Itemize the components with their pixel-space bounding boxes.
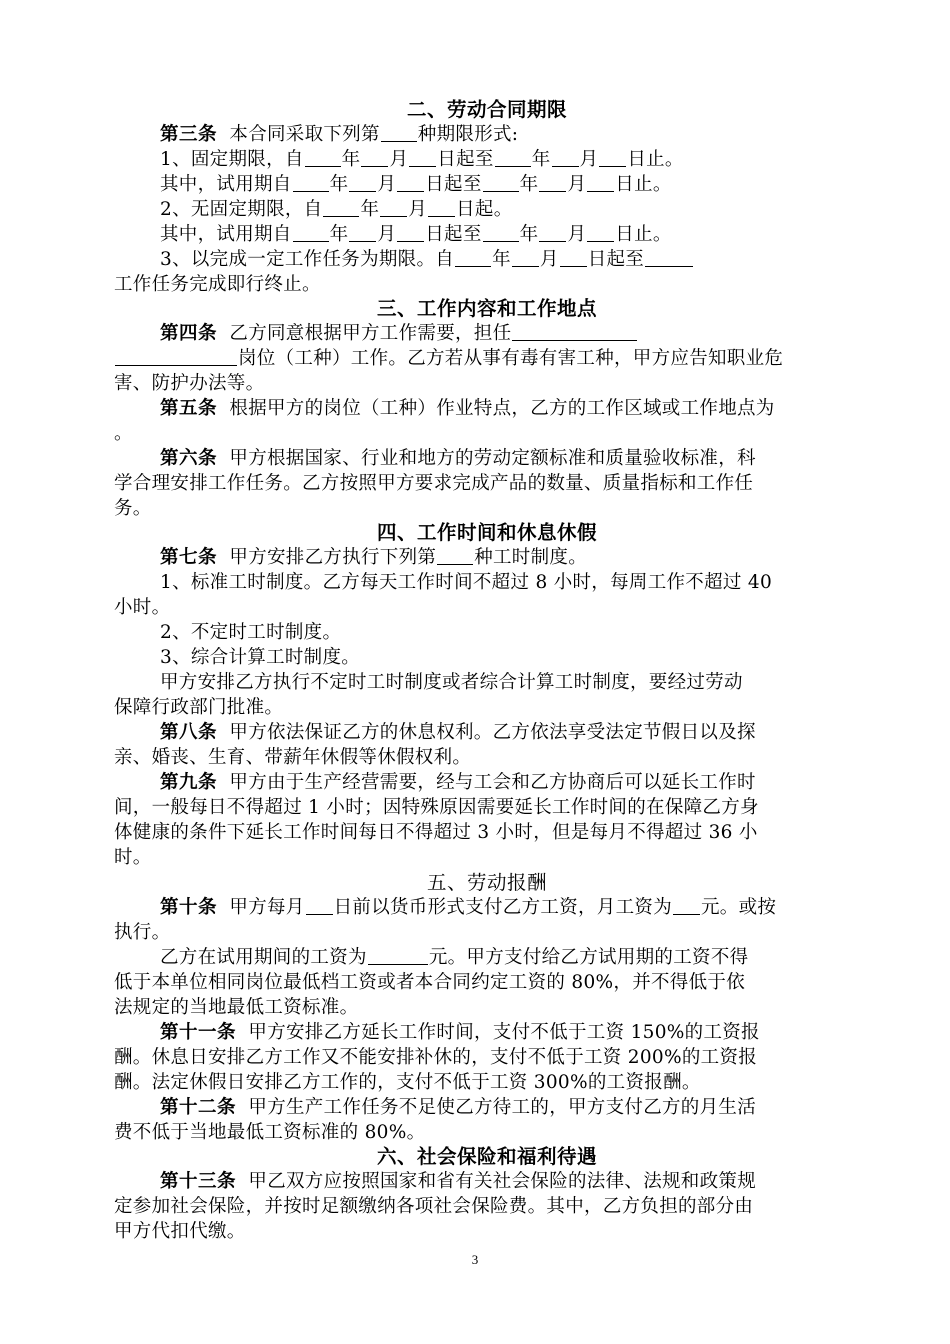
text: 月 [567, 224, 587, 245]
article-4-line-2 [114, 348, 783, 370]
blank-field[interactable] [645, 250, 693, 267]
article-label: 第五条 [160, 398, 218, 419]
article-label: 第十条 [160, 897, 218, 918]
article-9-line-2: 间，一般每日不得超过 1 小时；因特殊原因需要延长工作时间的在保障乙方身 [114, 797, 759, 818]
blank-field[interactable] [437, 548, 473, 565]
blank-field[interactable] [305, 150, 341, 167]
blank-field[interactable] [323, 200, 359, 217]
text: 年 [329, 224, 349, 245]
article-label: 第六条 [160, 448, 218, 469]
text: 甲乙双方应按照国家和省有关社会保险的法律、法规和政策规 [248, 1171, 756, 1192]
article-11-line-3: 酬。法定休假日安排乙方工作的，支付不低于工资 300%的工资报酬。 [114, 1072, 701, 1093]
text: 年 [360, 199, 380, 220]
blank-field[interactable] [539, 225, 566, 242]
text: 日起至 [437, 149, 494, 170]
article-label: 第十二条 [160, 1097, 237, 1118]
text: 1、固定期限，自 [160, 149, 304, 170]
text: 种工时制度。 [474, 547, 588, 568]
blank-field[interactable] [293, 175, 329, 192]
text: 月 [579, 149, 599, 170]
trial-1-line [160, 174, 672, 196]
blank-field[interactable] [349, 175, 376, 192]
article-label: 第九条 [160, 772, 218, 793]
text: 元。或按 [701, 897, 777, 918]
option-3-line-2: 工作任务完成即行终止。 [114, 274, 321, 295]
text: 甲方安排乙方延长工作时间，支付不低于工资 150%的工资报 [248, 1022, 760, 1043]
article-9-line-3: 体健康的条件下延长工作时间每日不得超过 3 小时，但是每月不得超过 36 小 [114, 822, 758, 843]
section-heading-term: 二、劳动合同期限 [406, 98, 567, 121]
blank-field[interactable] [380, 200, 407, 217]
blank-field[interactable] [115, 349, 237, 366]
blank-field[interactable] [560, 250, 587, 267]
text: 年 [519, 174, 539, 195]
text: 甲方依法保证乙方的休息权利。乙方依法享受法定节假日以及探 [229, 722, 756, 743]
blank-field[interactable] [397, 175, 424, 192]
option-3-line [160, 249, 694, 271]
text: 日止。 [627, 149, 684, 170]
article-label: 第八条 [160, 722, 218, 743]
text: 年 [492, 249, 511, 270]
text: 月 [377, 224, 397, 245]
text: 日止。 [615, 174, 672, 195]
text: 月 [389, 149, 409, 170]
text: 甲方每月 [229, 897, 305, 918]
article-13-line-1 [160, 1171, 756, 1193]
blank-field[interactable] [306, 898, 333, 915]
text: 年 [519, 224, 539, 245]
text: 月 [408, 199, 428, 220]
article-3-line [160, 124, 518, 146]
blank-field[interactable] [512, 250, 539, 267]
note-line-2: 保障行政部门批准。 [114, 697, 284, 718]
text: 2、无固定期限，自 [160, 199, 323, 220]
text: 元。甲方支付给乙方试用期的工资不得 [428, 947, 749, 968]
blank-field[interactable] [397, 225, 424, 242]
item-1-line-2: 小时。 [114, 597, 171, 618]
section-heading-work-content: 三、工作内容和工作地点 [376, 297, 597, 320]
text: 月 [567, 174, 587, 195]
article-4-line-1 [160, 323, 638, 345]
item-2-line: 2、不定时工时制度。 [160, 622, 342, 643]
blank-field[interactable] [539, 175, 566, 192]
section-heading-social-insurance: 六、社会保险和福利待遇 [376, 1145, 597, 1168]
blank-field[interactable] [368, 948, 428, 965]
text: 月 [539, 249, 559, 270]
blank-field[interactable] [409, 150, 436, 167]
option-2-line [160, 199, 513, 221]
article-11-line-1 [160, 1022, 760, 1044]
article-10-line-1 [160, 897, 776, 919]
blank-field[interactable] [587, 175, 614, 192]
text: 其中，试用期自 [160, 174, 292, 195]
article-10-line-2: 执行。 [114, 922, 171, 943]
text: 日止。 [615, 224, 672, 245]
section-heading-remuneration: 五、劳动报酬 [426, 871, 547, 894]
text: 乙方同意根据甲方工作需要，担任 [229, 323, 512, 344]
text: 日起至 [425, 224, 482, 245]
text: 其中，试用期自 [160, 224, 292, 245]
text: 岗位（工种）工作。乙方若从事有毒有害工种，甲方应告知职业危 [238, 348, 784, 369]
blank-field[interactable] [455, 250, 491, 267]
page-number: 3 [471, 1252, 479, 1267]
text: 根据甲方的岗位（工种）作业特点，乙方的工作区域或工作地点为 [229, 398, 775, 419]
article-7-line [160, 547, 587, 569]
article-label: 第三条 [160, 124, 218, 145]
article-label: 第四条 [160, 323, 218, 344]
text: 甲方根据国家、行业和地方的劳动定额标准和质量验收标准，科 [229, 448, 756, 469]
article-13-line-2: 定参加社会保险，并按时足额缴纳各项社会保险费。其中，乙方负担的部分由 [114, 1196, 754, 1217]
blank-field[interactable] [293, 225, 329, 242]
text: 年 [341, 149, 361, 170]
blank-field[interactable] [361, 150, 388, 167]
text: 日起至 [587, 249, 645, 270]
blank-field[interactable] [483, 225, 519, 242]
text: 甲方由于生产经营需要，经与工会和乙方协商后可以延长工作时 [229, 772, 756, 793]
article-9-line-1 [160, 772, 756, 794]
item-3-line: 3、综合计算工时制度。 [160, 647, 361, 668]
article-4-line-3: 害、防护办法等。 [114, 373, 265, 394]
text: 甲方安排乙方执行下列第 [229, 547, 437, 568]
article-11-line-2: 酬。休息日安排乙方工作又不能安排补休的，支付不低于工资 200%的工资报 [114, 1047, 758, 1068]
article-6-line-2: 学合理安排工作任务。乙方按照甲方要求完成产品的数量、质量指标和工作任 [114, 473, 754, 494]
article-label: 第十一条 [160, 1022, 237, 1043]
article-5-line-1 [160, 398, 775, 420]
article-9-line-4: 时。 [114, 847, 152, 868]
article-label: 第十三条 [160, 1171, 237, 1192]
blank-field[interactable] [599, 150, 626, 167]
blank-field[interactable] [381, 125, 417, 142]
trial-2-line [160, 224, 672, 246]
trial-wage-line-2: 低于本单位相同岗位最低档工资或者本合同约定工资的 80%，并不得低于依 [114, 972, 746, 993]
trial-wage-line-3: 法规定的当地最低工资标准。 [114, 997, 359, 1018]
text: 年 [531, 149, 551, 170]
blank-field[interactable] [512, 324, 637, 341]
text: 年 [329, 174, 349, 195]
blank-field[interactable] [587, 225, 614, 242]
article-6-line-3: 务。 [114, 498, 152, 519]
item-1-line-1: 1、标准工时制度。乙方每天工作时间不超过 8 小时，每周工作不超过 40 [160, 572, 773, 593]
option-1-line [160, 149, 684, 171]
blank-field[interactable] [552, 150, 579, 167]
article-13-line-3: 甲方代扣代缴。 [114, 1221, 246, 1242]
article-12-line-2: 费不低于当地最低工资标准的 80%。 [114, 1122, 426, 1143]
section-heading-work-time: 四、工作时间和休息休假 [376, 521, 597, 544]
text: 月 [377, 174, 397, 195]
article-6-line-1 [160, 448, 756, 470]
blank-field[interactable] [349, 225, 376, 242]
article-5-line-2: 。 [114, 423, 133, 444]
article-8-line-2: 亲、婚丧、生育、带薪年休假等休假权利。 [114, 747, 472, 768]
text: 日起。 [456, 199, 513, 220]
article-label: 第七条 [160, 547, 218, 568]
text: 本合同采取下列第 [229, 124, 380, 145]
text: 3、以完成一定工作任务为期限。自 [160, 249, 455, 270]
trial-wage-line-1 [160, 947, 748, 969]
article-8-line-1 [160, 722, 756, 744]
article-12-line-1 [160, 1097, 756, 1119]
text: 甲方生产工作任务不足使乙方待工的，甲方支付乙方的月生活 [248, 1097, 756, 1118]
text: 日前以货币形式支付乙方工资，月工资为 [333, 897, 672, 918]
text: 日起至 [425, 174, 482, 195]
note-line-1: 甲方安排乙方执行不定时工时制度或者综合计算工时制度，要经过劳动 [160, 672, 743, 693]
blank-field[interactable] [483, 175, 519, 192]
text: 种期限形式: [417, 124, 519, 145]
blank-field[interactable] [495, 150, 531, 167]
blank-field[interactable] [428, 200, 455, 217]
text: 乙方在试用期间的工资为 [160, 947, 367, 968]
blank-field[interactable] [673, 898, 700, 915]
